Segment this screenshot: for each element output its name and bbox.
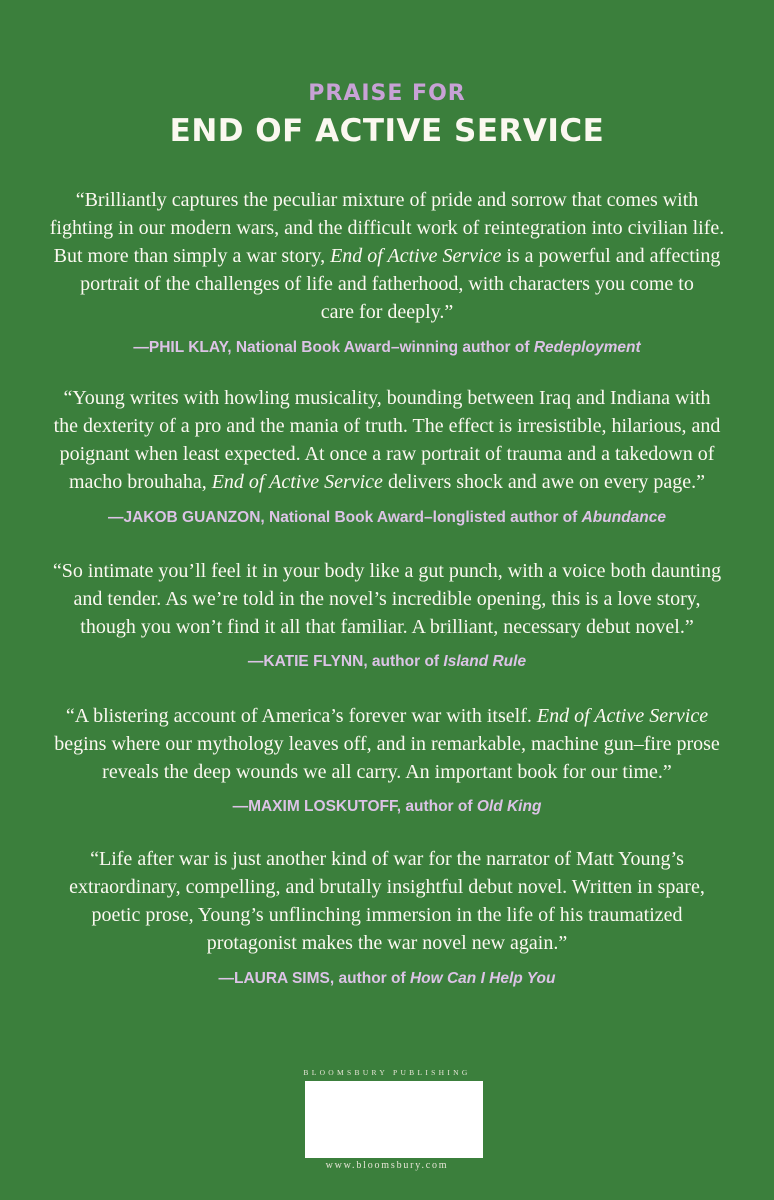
publisher-website: www.bloomsbury.com	[325, 1160, 449, 1171]
blurb-quote-4	[40, 702, 734, 786]
quote-line: portrait of the challenges of life and fatherhood, with characters you come to	[80, 273, 694, 295]
cited-work: Old King	[476, 798, 542, 815]
quote-line: care for deeply.”	[320, 301, 454, 323]
blurb-attribution-4: —MAXIM LOSKUTOFF, author of Old King	[232, 798, 542, 815]
blurb-quote-3	[40, 557, 734, 641]
cited-work: How Can I Help You	[409, 970, 556, 987]
quote-line: poignant when least expected. At once a raw portrait of trauma and a takedown of	[59, 443, 715, 465]
barcode-area	[305, 1081, 483, 1158]
quote-line: macho brouhaha, End of Active Service delivers shock and awe on every page.”	[68, 471, 706, 493]
publisher-name: BLOOMSBURY PUBLISHING	[303, 1068, 471, 1077]
quote-line: though you won’t find it all that familiar. A brilliant, necessary debut novel.”	[80, 616, 694, 638]
quote-line: “Young writes with howling musicality, bounding between Iraq and Indiana with	[63, 387, 711, 409]
blurb-quote-1	[40, 186, 734, 326]
quote-line: “So intimate you’ll feel it in your body like a gut punch, with a voice both daunting	[52, 560, 722, 582]
italic-title: End of Active Service	[330, 245, 502, 267]
italic-title: End of Active Service	[211, 471, 383, 493]
blurb-quote-2	[40, 384, 734, 496]
quote-line: “Life after war is just another kind of war for the narrator of Matt Young’s	[90, 848, 684, 870]
blurb-quote-5	[40, 845, 734, 957]
blurb-attribution-1: —PHIL KLAY, National Book Award–winning author of Redeployment	[133, 339, 641, 356]
quote-line: “A blistering account of America’s forever war with itself. End of Active Service	[65, 705, 709, 727]
quote-line: reveals the deep wounds we all carry. An important book for our time.”	[102, 761, 672, 783]
book-title: END OF ACTIVE SERVICE	[169, 113, 605, 149]
quote-line: But more than simply a war story, End of Active Service is a powerful and affecting	[53, 245, 721, 267]
quote-line: protagonist makes the war novel new again.”	[206, 932, 568, 954]
cited-work: Redeployment	[533, 339, 641, 356]
quote-line: “Brilliantly captures the peculiar mixture of pride and sorrow that comes with	[75, 189, 699, 211]
quote-line: extraordinary, compelling, and brutally insightful debut novel. Written in spare,	[69, 876, 705, 898]
praise-kicker: PRAISE FOR	[308, 81, 466, 106]
quote-line: begins where our mythology leaves off, and in remarkable, machine gun–fire prose	[54, 733, 720, 755]
blurb-attribution-2: —JAKOB GUANZON, National Book Award–longlisted author of Abundance	[107, 509, 667, 526]
blurb-attribution-3: —KATIE FLYNN, author of Island Rule	[247, 653, 527, 670]
quote-line: fighting in our modern wars, and the difficult work of reintegration into civilian life.	[49, 217, 725, 239]
quote-line: poetic prose, Young’s unflinching immersion in the life of his traumatized	[91, 904, 683, 926]
cited-work: Island Rule	[443, 653, 527, 670]
quote-line: and tender. As we’re told in the novel’s incredible opening, this is a love story,	[73, 588, 701, 610]
cited-work: Abundance	[581, 509, 667, 526]
italic-title: End of Active Service	[536, 705, 709, 727]
blurb-attribution-5: —LAURA SIMS, author of How Can I Help You	[218, 970, 556, 987]
quote-line: the dexterity of a pro and the mania of truth. The effect is irresistible, hilarious, and	[53, 415, 721, 437]
